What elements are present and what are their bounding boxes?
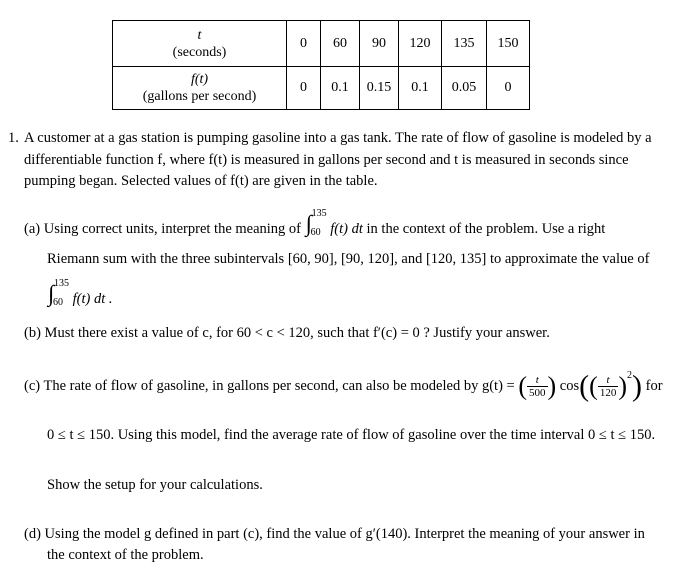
part-c-line-3: Show the setup for your calculations.: [47, 477, 263, 493]
problem-number: 1.: [8, 130, 19, 146]
part-a-text: Using correct units, interpret the meaning of: [43, 221, 302, 237]
frac2-num: t: [606, 374, 610, 387]
right-paren-outer: ): [631, 369, 642, 403]
t-variable: t: [197, 27, 202, 43]
part-b: [24, 325, 550, 342]
part-d-line-2: the context of the problem.: [47, 547, 204, 563]
intro-line-1: A customer at a gas station is pumping gasoline into a gas tank. The rate of flow of gasoline is modeled by a: [24, 130, 652, 146]
intro-line-3: pumping began. Selected values of f(t) are given in the table.: [24, 173, 378, 189]
part-d-label: (d): [24, 526, 41, 542]
f-variable: f(t): [190, 72, 209, 87]
frac2-den: 120: [599, 387, 617, 400]
left-paren: (: [518, 371, 527, 401]
f-value: 0: [287, 67, 321, 110]
frac1-den: 500: [529, 387, 546, 400]
f-unit: (gallons per second): [142, 89, 257, 104]
frac1-num: t: [535, 374, 539, 387]
f-value: 0.1: [399, 67, 442, 110]
integrand: f(t) dt: [330, 221, 363, 237]
part-d-line-1: [24, 524, 645, 546]
t-header-cell: [113, 21, 287, 67]
part-c-text: The rate of flow of gasoline, in gallons per second, can also be modeled by g(t) =: [43, 378, 515, 394]
left-paren-outer: (: [579, 369, 590, 403]
t-value: 90: [360, 21, 399, 67]
cos-fn: cos: [559, 378, 580, 394]
part-a-text-post: in the context of the problem. Use a right: [366, 221, 606, 237]
part-a-line-1: [24, 208, 606, 238]
part-a-line-2: Riemann sum with the three subintervals [60, 90], [90, 120], and [120, 135] to approximate the value of: [47, 251, 650, 267]
part-c-for: for: [645, 378, 663, 394]
integral-lower-2: 60: [53, 297, 63, 308]
integrand-2: f(t) dt .: [72, 291, 113, 307]
part-c-label: (c): [24, 378, 41, 394]
part-a-label: (a): [24, 221, 41, 237]
intro-line-2: differentiable function f, where f(t) is measured in gallons per second and t is measured in seconds since: [24, 151, 629, 168]
integral-lower: 60: [310, 227, 321, 238]
t-value: 135: [442, 21, 487, 67]
t-value: 0: [287, 21, 321, 67]
part-c-line-1: [24, 370, 663, 402]
table-row-f: [113, 67, 530, 110]
left-paren-inner: (: [589, 371, 598, 401]
part-a-line-3: [47, 278, 113, 308]
part-c-line-2: 0 ≤ t ≤ 150. Using this model, find the average rate of flow of gasoline over the time interval 0 ≤ t ≤ 150.: [47, 427, 656, 443]
f-value: 0: [487, 67, 530, 110]
f-value: 0.1: [321, 67, 360, 110]
t-value: 150: [487, 21, 530, 67]
part-d-text: Using the model g defined in part (c), find the value of g′(140). Interpret the meaning of your answer in: [44, 526, 645, 542]
fraction-t-500: [527, 374, 548, 399]
part-b-label: (b): [24, 325, 41, 341]
t-value: 120: [399, 21, 442, 67]
f-value: 0.15: [360, 67, 399, 110]
integral-symbol: ∫ 135 60: [305, 208, 327, 238]
exponent: 2: [626, 370, 632, 381]
problem-intro: [24, 128, 684, 193]
fraction-t-120: [598, 374, 619, 399]
f-value: 0.05: [442, 67, 487, 110]
integral-upper-2: 135: [54, 278, 69, 289]
f-header-cell: [113, 67, 287, 110]
integral-upper: 135: [311, 208, 327, 219]
right-paren-inner: ): [618, 371, 627, 401]
part-b-text: Must there exist a value of c, for 60 < c < 120, such that f′(c) = 0 ? Justify your answer.: [44, 325, 550, 341]
right-paren: ): [547, 371, 557, 401]
values-table: [112, 20, 530, 110]
integral-symbol-2: ∫ 135 60: [48, 278, 69, 308]
table-row-t: [113, 21, 530, 67]
t-unit: (seconds): [172, 44, 227, 60]
t-value: 60: [321, 21, 360, 67]
